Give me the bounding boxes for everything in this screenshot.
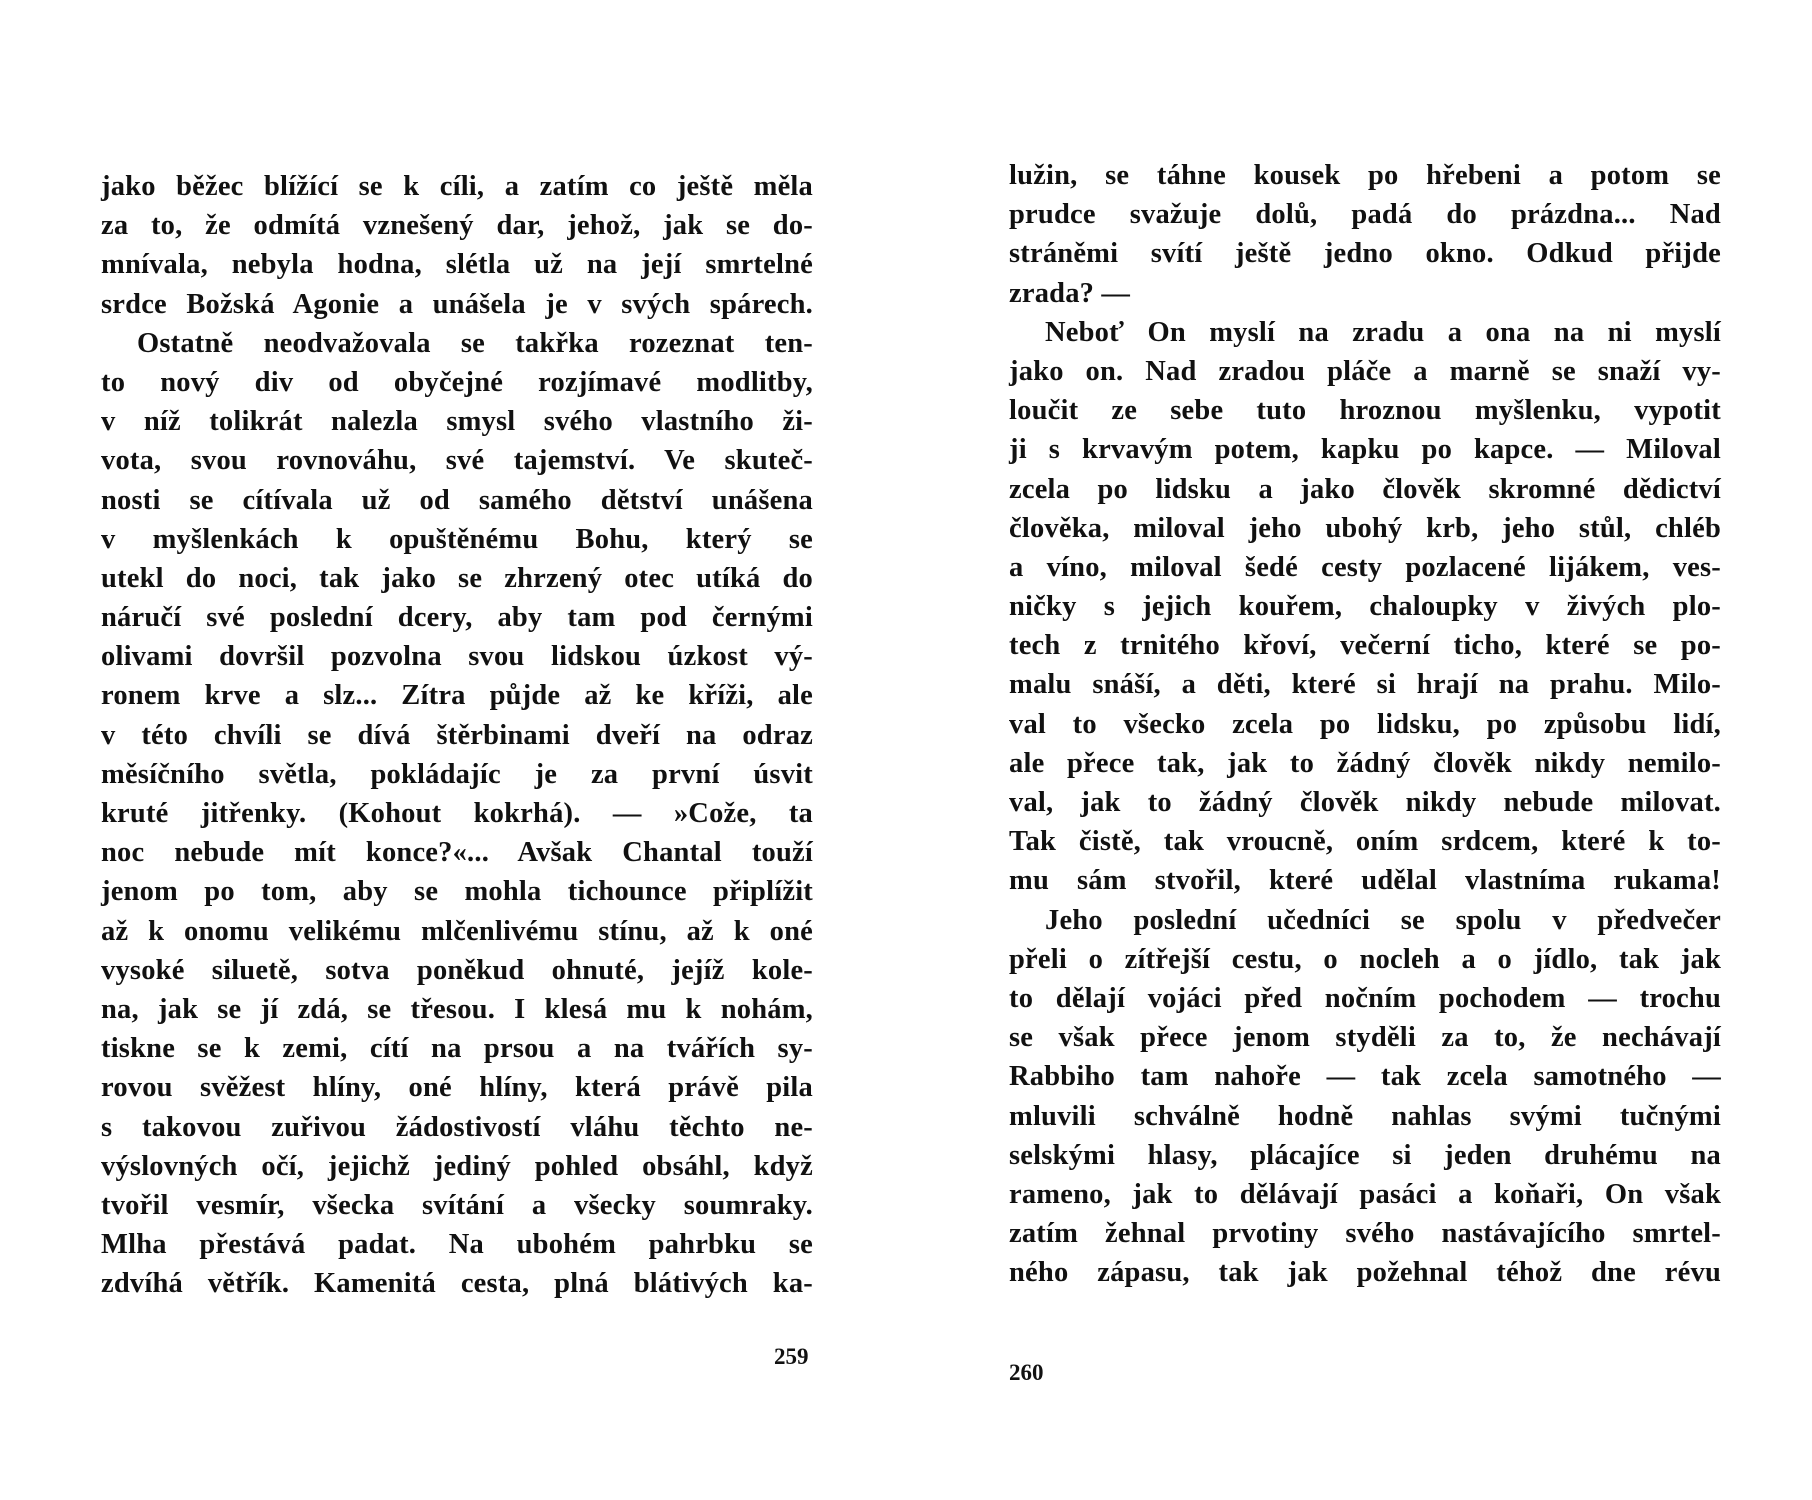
text-line: ronem krve a slz... Zítra půjde až ke kříži, ale <box>101 680 813 712</box>
text-line: ale přece tak, jak to žádný člověk nikdy nemilo- <box>1009 747 1721 779</box>
right-page-number: 260 <box>1009 1360 1044 1385</box>
text-line: utekl do noci, tak jako se zhrzený otec utíká do <box>101 562 813 594</box>
text-line: selskými hlasy, plácajíce si jeden druhému na <box>1009 1139 1721 1171</box>
text-line: mluvili schválně hodně nahlas svými tučnými <box>1009 1100 1721 1132</box>
text-line: zatím žehnal prvotiny svého nastávajícího smrtel- <box>1009 1218 1721 1250</box>
text-line: zdvíhá větřík. Kamenitá cesta, plná blátivých ka- <box>101 1268 813 1300</box>
text-line: zcela po lidsku a jako člověk skromné dědictví <box>1009 473 1721 505</box>
text-line: v této chvíli se dívá štěrbinami dveří na odraz <box>101 719 813 751</box>
text-line: a víno, miloval šedé cesty pozlacené lijákem, ves- <box>1009 551 1721 583</box>
right-page <box>906 0 1812 1500</box>
text-line: stráněmi svítí ještě jedno okno. Odkud přijde <box>1009 238 1721 270</box>
text-line: měsíčního světla, pokládajíc je za první úsvit <box>101 758 813 790</box>
text-line: noc nebude mít konce?«... Avšak Chantal touží <box>101 837 813 869</box>
text-line: mnívala, nebyla hodna, slétla už na její smrtelné <box>101 249 813 281</box>
text-line: ničky s jejich kouřem, chaloupky v živých plo- <box>1009 591 1721 623</box>
text-line: kruté jitřenky. (Kohout kokrhá). — »Cože, ta <box>101 798 813 829</box>
text-line: ji s krvavým potem, kapku po kapce. — Miloval <box>1009 434 1721 466</box>
text-line: Ostatně neodvažovala se takřka rozeznat ten- <box>137 327 813 359</box>
text-line: Mlha přestává padat. Na ubohém pahrbku se <box>101 1229 813 1261</box>
text-line: vysoké siluetě, sotva poněkud ohnuté, jejíž kole- <box>101 954 813 986</box>
text-line: olivami dovršil pozvolna svou lidskou úzkost vý- <box>101 641 813 673</box>
text-line: jenom po tom, aby se mohla tichounce připlížit <box>101 876 813 908</box>
text-line: tiskne se k zemi, cítí na prsou a na tvářích sy- <box>101 1033 813 1065</box>
text-line: člověka, miloval jeho ubohý krb, jeho stůl, chléb <box>1009 512 1721 544</box>
right-page-text <box>1009 156 1721 1292</box>
text-line: rovou svěžest hlíny, oné hlíny, která právě pila <box>101 1072 813 1104</box>
text-line: ného zápasu, tak jak požehnal téhož dne révu <box>1009 1257 1721 1289</box>
text-line: Neboť On myslí na zradu a ona na ni myslí <box>1045 316 1721 348</box>
text-line: jako on. Nad zradou pláče a marně se snaží vy- <box>1009 355 1721 387</box>
text-line: přeli o zítřejší cestu, o nocleh a o jídlo, tak jak <box>1009 943 1721 975</box>
text-line: jako běžec blížící se k cíli, a zatím co ještě měla <box>101 171 813 202</box>
text-line: mu sám stvořil, které udělal vlastníma rukama! <box>1009 865 1721 897</box>
text-line: srdce Božská Agonie a unášela je v svých spárech. <box>101 288 813 320</box>
text-line: v myšlenkách k opuštěnému Bohu, který se <box>101 523 813 555</box>
text-line: to nový div od obyčejné rozjímavé modlitby, <box>101 366 813 398</box>
text-line: vota, svou rovnováhu, své tajemství. Ve skuteč- <box>101 445 813 477</box>
text-line: val, jak to žádný člověk nikdy nebude milovat. <box>1009 787 1721 818</box>
text-line: Tak čistě, tak vroucně, oním srdcem, které k to- <box>1009 826 1721 858</box>
text-line: zrada? — <box>1009 277 1131 309</box>
text-line: Rabbiho tam nahoře — tak zcela samotného — <box>1009 1061 1721 1093</box>
text-line: výslovných očí, jejichž jediný pohled obsáhl, když <box>101 1150 813 1182</box>
text-line: za to, že odmítá vznešený dar, jehož, jak se do- <box>101 210 813 242</box>
text-line: až k onomu velikému mlčenlivému stínu, až k oné <box>101 915 813 947</box>
left-page-text <box>101 167 813 1303</box>
text-line: na, jak se jí zdá, se třesou. I klesá mu k nohám, <box>101 993 813 1025</box>
text-line: se však přece jenom styděli za to, že nechávají <box>1009 1022 1721 1054</box>
text-line: náručí své poslední dcery, aby tam pod černými <box>101 602 813 634</box>
text-line: v níž tolikrát nalezla smysl svého vlastního ži- <box>101 406 813 438</box>
text-line: prudce svažuje dolů, padá do prázdna... Nad <box>1009 199 1721 231</box>
text-line: Jeho poslední učedníci se spolu v předvečer <box>1045 904 1721 936</box>
text-line: malu snáší, a děti, které si hrají na prahu. Milo- <box>1009 669 1721 701</box>
text-line: to dělají vojáci před nočním pochodem — trochu <box>1009 982 1721 1014</box>
text-line: tech z trnitého křoví, večerní ticho, které se po- <box>1009 630 1721 662</box>
text-line: nosti se cítívala už od samého dětství unášena <box>101 484 813 516</box>
text-line: rameno, jak to dělávají pasáci a koňaři, On však <box>1009 1178 1721 1210</box>
text-line: lužin, se táhne kousek po hřebeni a potom se <box>1009 160 1721 191</box>
left-page-number: 259 <box>774 1344 809 1369</box>
text-line: loučit ze sebe tuto hroznou myšlenku, vypotit <box>1009 395 1721 427</box>
text-line: val to všecko zcela po lidsku, po způsobu lidí, <box>1009 708 1721 740</box>
text-line: s takovou zuřivou žádostivostí vláhu těchto ne- <box>101 1111 813 1143</box>
text-line: tvořil vesmír, všecka svítání a všecky soumraky. <box>101 1189 813 1221</box>
